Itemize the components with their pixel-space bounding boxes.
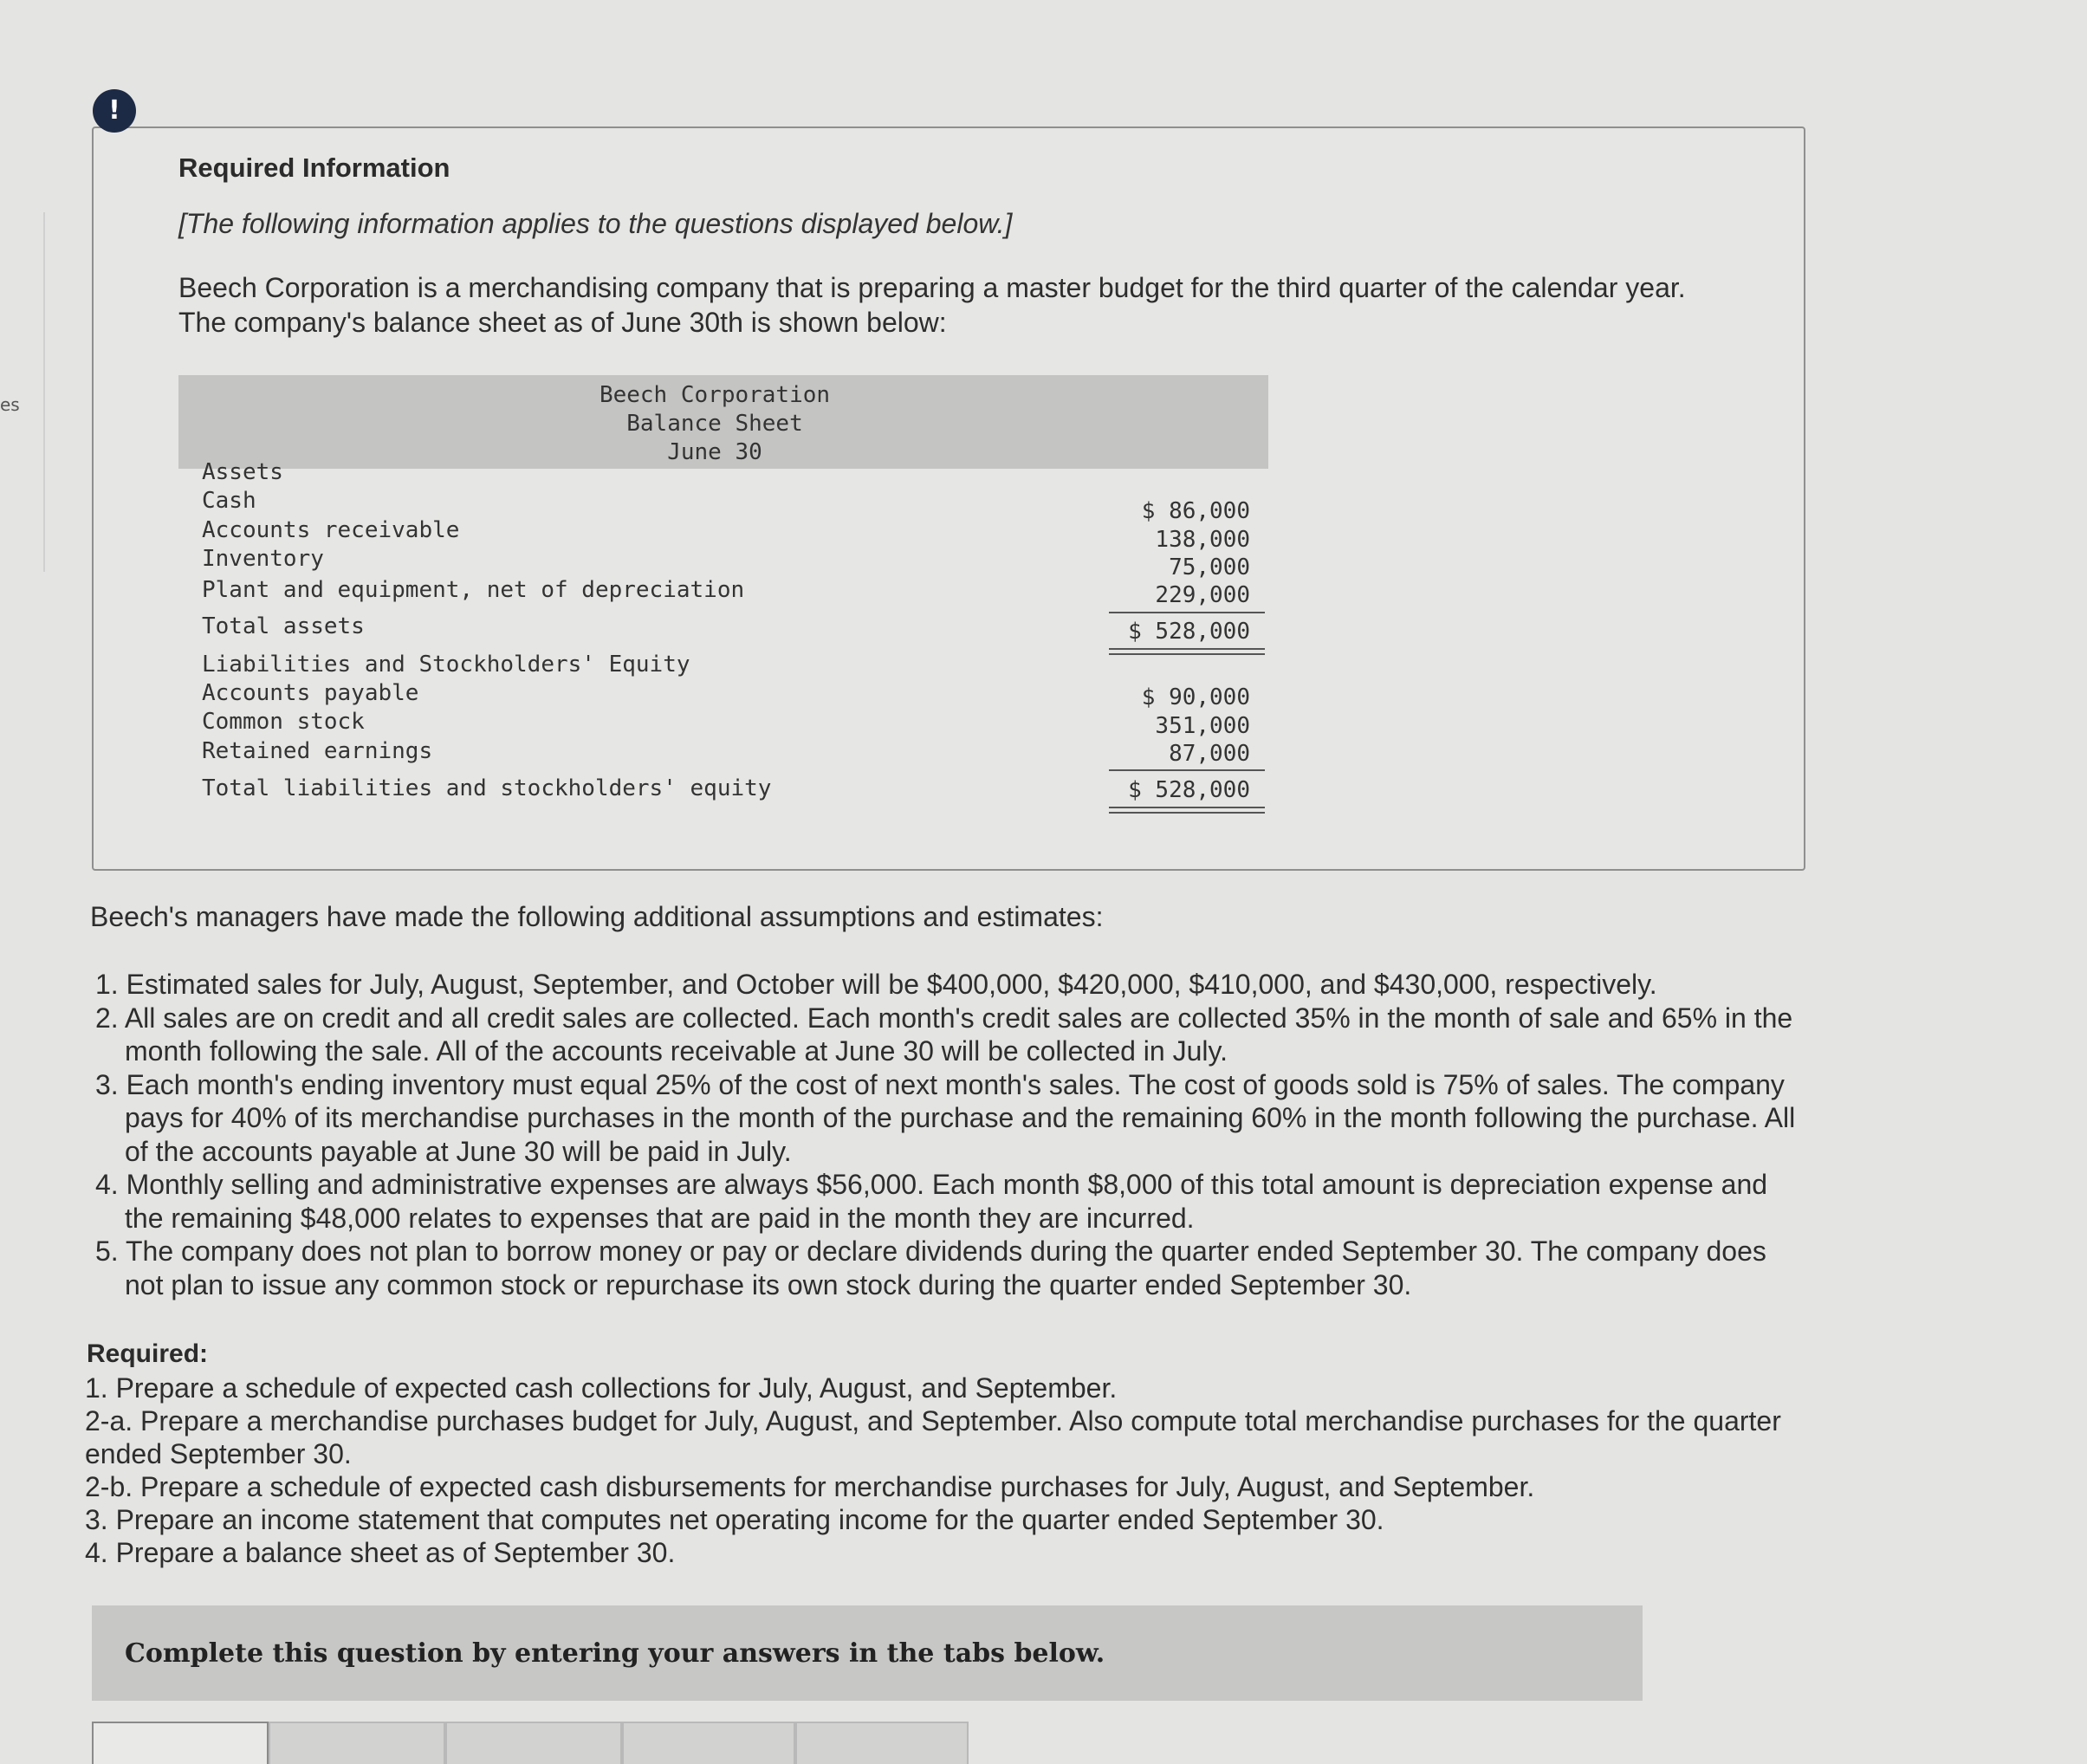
liability-amount: 351,000: [1155, 713, 1250, 739]
complete-question-banner: [92, 1605, 1643, 1701]
asset-amount: 75,000: [1169, 554, 1250, 580]
balance-sheet-date: June 30: [667, 439, 762, 465]
total-assets-label: Total assets: [202, 613, 365, 639]
assumption-item: 3. Each month's ending inventory must equal 25% of the cost of next month's sales. The cost of goods sold is 75% of sales. The company pays for 40% of its merchandise purchases in the month of the purchase and the remaining 60% in the month following the purchase. All of the accounts payable at June 30 will be paid in July.: [95, 1068, 1796, 1167]
total-rule: [1109, 648, 1265, 655]
answer-tab-3[interactable]: [795, 1722, 969, 1764]
assumption-item: 2. All sales are on credit and all credit sales are collected. Each month's credit sales are collected 35% in the month of sale and 65% in the month following the sale. All of the accounts receivable at June 30 will be collected in July.: [95, 1002, 1793, 1067]
assumption-item: 4. Monthly selling and administrative expenses are always $56,000. Each month $8,000 of this total amount is depreciation expense and the remaining $48,000 relates to expenses that are paid in the month they are incurred.: [95, 1169, 1768, 1234]
balance-sheet-title: Balance Sheet: [626, 411, 803, 437]
asset-label: Plant and equipment, net of depreciation: [202, 577, 745, 603]
liabilities-heading: Liabilities and Stockholders' Equity: [202, 652, 690, 678]
subtotal-rule: [1109, 769, 1265, 771]
asset-label: Cash: [202, 488, 256, 514]
total-liabilities-label: Total liabilities and stockholders' equity: [202, 775, 772, 801]
required-item: 3. Prepare an income statement that computes net operating income for the quarter ended September 30.: [85, 1504, 1384, 1535]
balance-sheet-company: Beech Corporation: [599, 382, 831, 408]
required-list: [85, 1372, 1800, 1569]
assets-heading: Assets: [202, 459, 283, 485]
answer-tab-2[interactable]: [269, 1722, 445, 1764]
asset-amount: 229,000: [1155, 582, 1250, 608]
required-item: 2-b. Prepare a schedule of expected cash disbursements for merchandise purchases for July, August, and September.: [85, 1471, 1535, 1502]
total-liabilities-amount: $ 528,000: [1128, 777, 1250, 803]
assumption-item: 1. Estimated sales for July, August, September, and October will be $400,000, $420,000, $410,000, and $430,000, respectively.: [95, 969, 1657, 1000]
asset-amount: 138,000: [1155, 527, 1250, 553]
liability-amount: 87,000: [1169, 741, 1250, 767]
assumptions-intro: Beech's managers have made the following additional assumptions and estimates:: [90, 901, 1104, 932]
applies-note: [The following information applies to the questions displayed below.]: [178, 208, 1013, 239]
liability-label: Common stock: [202, 709, 365, 735]
subtotal-rule: [1109, 612, 1265, 613]
required-item: 1. Prepare a schedule of expected cash collections for July, August, and September.: [85, 1372, 1118, 1404]
left-panel-edge: [0, 212, 45, 572]
complete-question-text: Complete this question by entering your answers in the tabs below.: [125, 1638, 1105, 1669]
intro-paragraph: Beech Corporation is a merchandising company that is preparing a master budget for the third quarter of the calendar year. The company's balance sheet as of June 30th is shown below:: [178, 272, 1686, 338]
required-item: 2-a. Prepare a merchandise purchases budget for July, August, and September. Also compute total merchandise purchases for the quarter ended September 30.: [85, 1405, 1781, 1469]
sidebar-stub-text: es: [0, 394, 20, 415]
answer-tab-1[interactable]: [92, 1722, 269, 1764]
liability-label: Retained earnings: [202, 738, 433, 764]
total-rule: [1109, 807, 1265, 814]
asset-label: Accounts receivable: [202, 517, 460, 543]
required-item: 4. Prepare a balance sheet as of September 30.: [85, 1537, 676, 1568]
assumptions-list: [95, 968, 1806, 1301]
asset-amount: $ 86,000: [1141, 498, 1250, 524]
required-title: Required:: [87, 1339, 209, 1368]
balance-sheet-header: [178, 375, 1268, 469]
required-information-title: Required Information: [178, 152, 450, 183]
answer-tab-2a[interactable]: [445, 1722, 622, 1764]
total-assets-amount: $ 528,000: [1128, 619, 1250, 645]
answer-tab-2b[interactable]: [622, 1722, 795, 1764]
asset-label: Inventory: [202, 546, 324, 572]
liability-amount: $ 90,000: [1141, 684, 1250, 710]
alert-icon: !: [93, 89, 136, 133]
liability-label: Accounts payable: [202, 680, 419, 706]
assumption-item: 5. The company does not plan to borrow money or pay or declare dividends during the quarter ended September 30. The company does not plan to issue any common stock or repurchase its own stock during the quarter ended September 30.: [95, 1235, 1766, 1300]
